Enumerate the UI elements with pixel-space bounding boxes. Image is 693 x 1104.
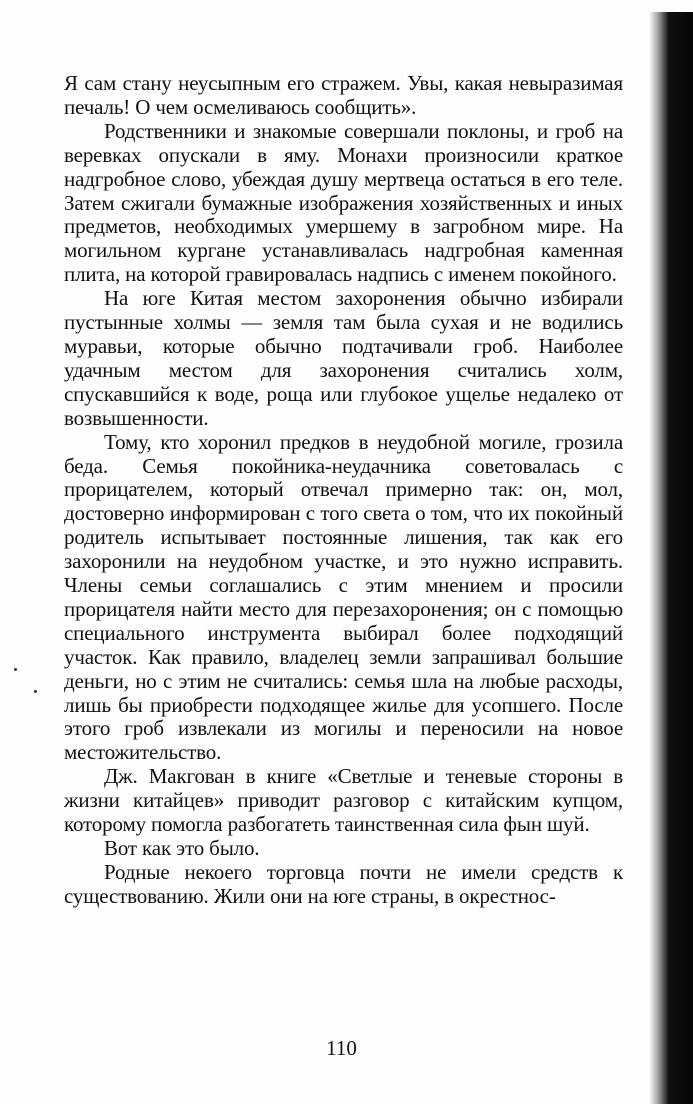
paragraph-6: Вот как это было.: [104, 836, 260, 860]
paragraph-3: На юге Китая местом захоронения обычно избирали пустынные холмы — земля там была сухая и не водились муравьи, которые обычно подтачивали гроб. Наиболее удачным местом для захоронения считались холм, спускавшийся к воде, роща или глубокое ущелье недалеко от возвышенности.: [64, 286, 623, 430]
scan-speck: [14, 668, 17, 671]
paragraph-1: Я сам стану неусыпным его стражем. Увы, какая невыразимая печаль! О чем осмеливаюсь сообщить».: [64, 71, 623, 119]
page-number: 110: [326, 1036, 357, 1060]
paragraph-5: Дж. Макгован в книге «Светлые и теневые стороны в жизни китайцев» приводит разговор с китайским купцом, которому помогла разбогатеть таинственная сила фын шуй.: [64, 764, 623, 837]
paragraph-4: Тому, кто хоронил предков в неудобной могиле, грозила беда. Семья покойника-неудачника советовалась с прорицателем, который отвечал примерно так: он, мол, достоверно информирован с того света о том, что их покойный родитель испытывает постоянные лишения, так как его захоронили на неудобном участке, и это нужно исправить. Члены семьи соглашались с этим мнением и просили прорицателя найти место для перезахоронения; он с помощью специального инструмента выбирал более подходящий участок. Как правило, владелец земли запрашивал большие деньги, но с этим не считались: семья шла на любые расходы, лишь бы приобрести подходящее жилье для усопшего. После этого гроб извлекали из могилы и переносили на новое местожительство.: [64, 429, 623, 765]
paragraph-7: Родные некоего торговца почти не имели средств к существованию. Жили они на юге страны, в окрестнос-: [64, 859, 623, 908]
body-text: [64, 72, 623, 909]
paragraph-2: Родственники и знакомые совершали поклоны, и гроб на веревках опускали в яму. Монахи произносили краткое надгробное слово, убеждая душу мертвеца остаться в его теле. Затем сжигали бумажные изображения хозяйственных и иных предметов, необходимых умершему в загробном мире. На могильном кургане устанавливалась надгробная каменная плита, на которой гравировалась надпись с именем покойного.: [64, 118, 623, 287]
scan-speck: [34, 690, 37, 693]
page-edge-shadow: [649, 12, 693, 1104]
